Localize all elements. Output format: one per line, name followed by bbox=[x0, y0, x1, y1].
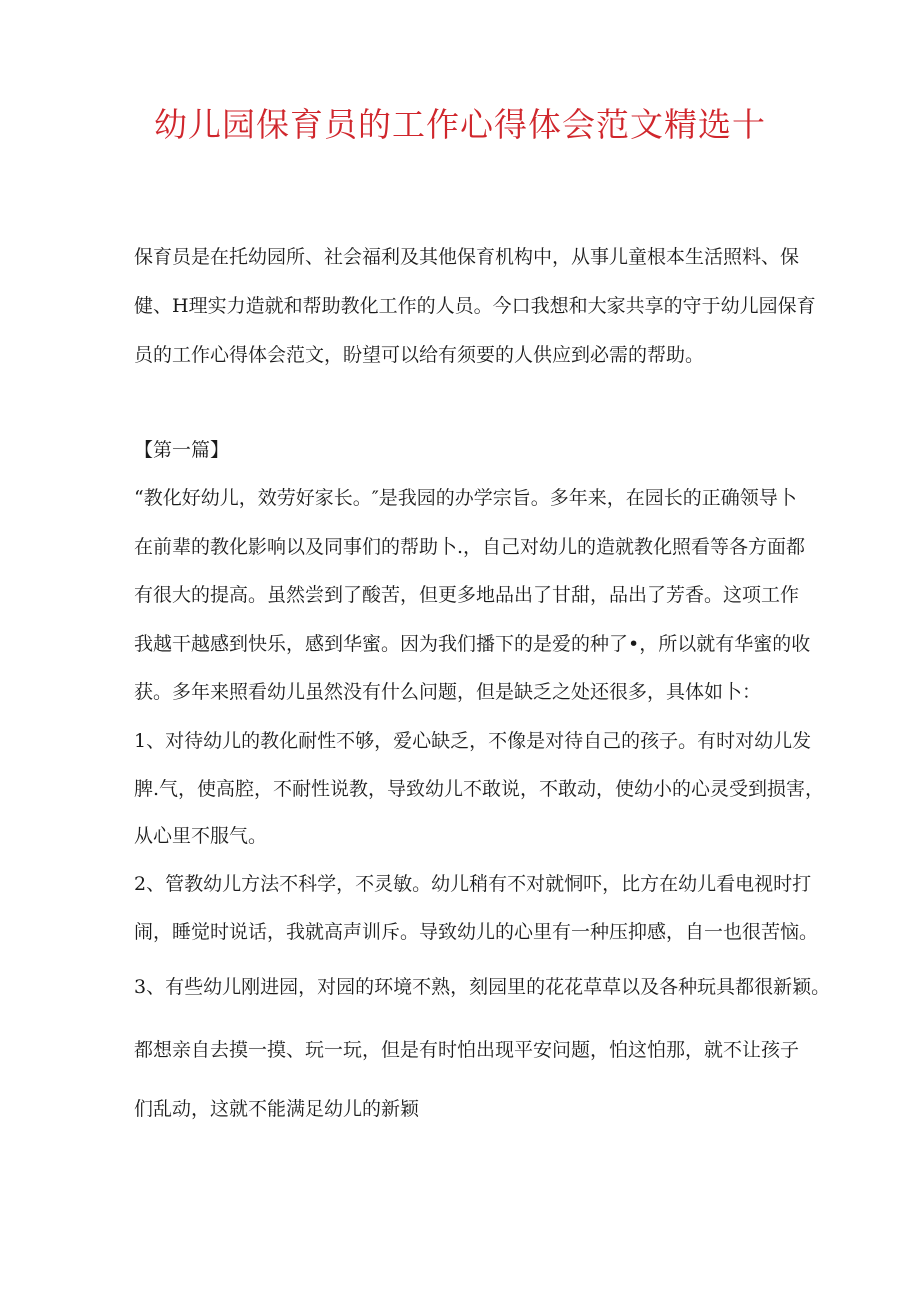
intro-line: 员的工作心得体会范文，盼望可以给有须要的人供应到必需的帮助。 bbox=[134, 344, 705, 366]
body-line: 获。多年来照看幼儿虽然没有什么问题，但是缺乏之处还很多，具体如卜： bbox=[134, 681, 762, 703]
body-line: 我越干越感到快乐，感到华蜜。因为我们播下的是爱的种了•，所以就有华蜜的收 bbox=[134, 633, 811, 655]
body-line: 2、管教幼儿方法不科学，不灵敏。幼儿稍有不对就恫吓，比方在幼儿看电视时打 bbox=[134, 873, 812, 895]
document-title: 幼儿园保育员的工作心得体会范文精选十 bbox=[154, 105, 766, 144]
body-line: 们乱动，这就不能满足幼儿的新颖 bbox=[134, 1098, 420, 1120]
body-line: 闹，睡觉时说话，我就高声训斥。导致幼儿的心里有一种压抑感，自一也很苦恼。 bbox=[134, 921, 819, 943]
body-line: 3、有些幼儿刚进园，对园的环境不熟，刻园里的花花草草以及各种玩具都很新颖。 bbox=[134, 976, 831, 998]
section-heading: 【第一篇】 bbox=[134, 439, 230, 461]
body-line: 脾.气，使高腔，不耐性说教，导致幼儿不敢说，不敢动，使幼小的心灵受到损害， bbox=[134, 778, 825, 800]
intro-line: 健、H理实力造就和帮助教化工作的人员。今口我想和大家共享的守于幼儿园保育 bbox=[134, 295, 816, 317]
body-line: 有很大的提高。虽然尝到了酸苦，但更多地品出了甘甜，品出了芳香。这项工作 bbox=[134, 584, 800, 606]
body-line: 从心里不服气。 bbox=[134, 825, 268, 847]
body-line: “教化好幼儿，效劳好家长。″是我园的办学宗旨。多年来，在园长的正确领导卜 bbox=[134, 487, 797, 509]
body-line: 都想亲自去摸一摸、玩一玩，但是有时怕出现平安问题，怕这怕那，就不让孩子 bbox=[134, 1039, 800, 1061]
body-line: 1、对待幼儿的教化耐性不够，爱心缺乏，不像是对待自己的孩子。有时对幼儿发 bbox=[134, 730, 812, 752]
body-line: 在前辈的教化影响以及同事们的帮助卜.，自己对幼儿的造就教化照看等各方面都 bbox=[134, 536, 806, 558]
intro-line: 保育员是在托幼园所、社会福利及其他保育机构中，从事儿童根本生活照料、保 bbox=[134, 246, 800, 268]
